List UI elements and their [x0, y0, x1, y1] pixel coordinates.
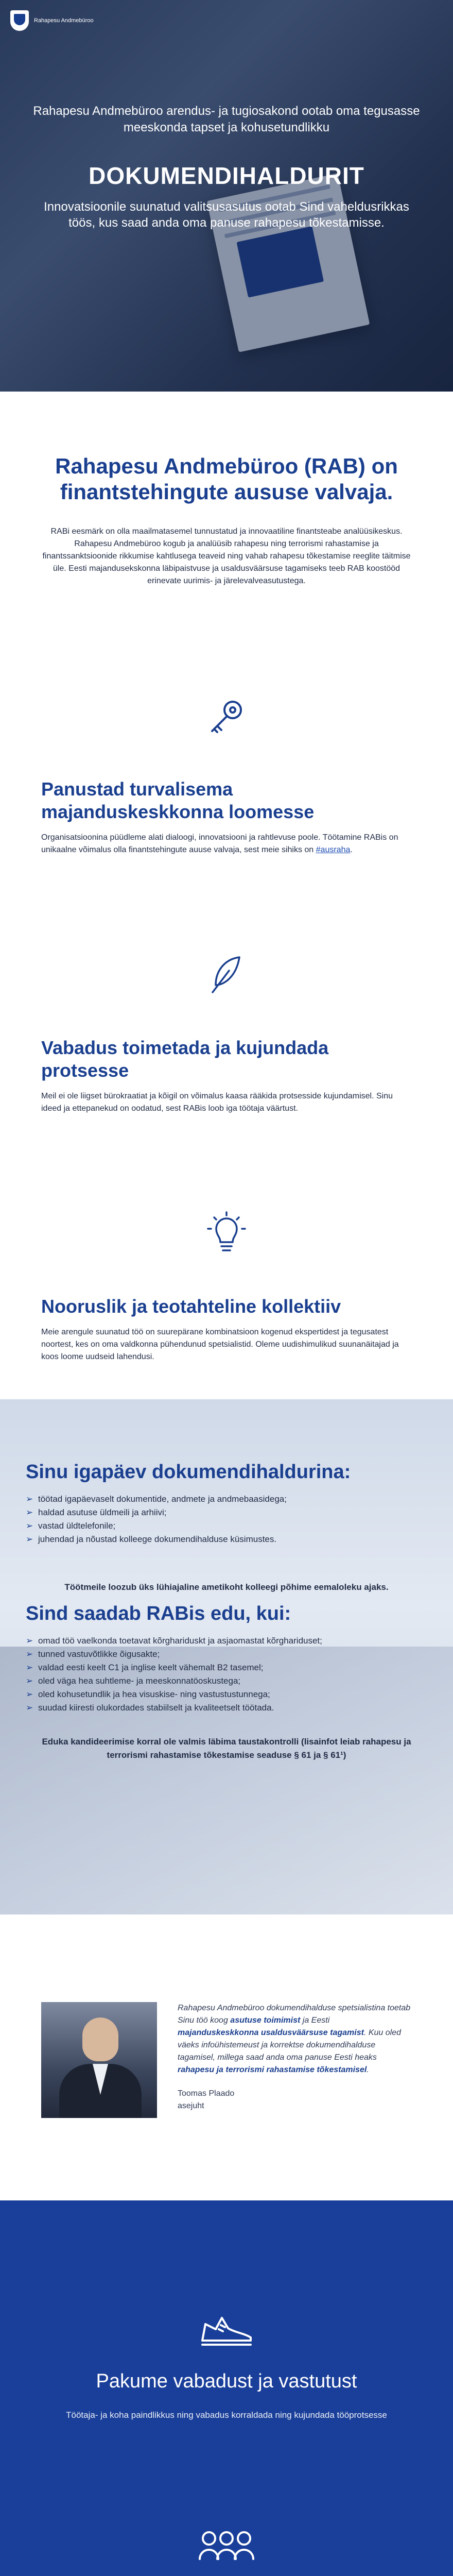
- duties-section: [0, 1399, 453, 1914]
- duties-title: Sinu igapäev dokumendihaldurina:: [26, 1461, 351, 1483]
- feature-title: Vabadus toimetada ja kujundada protsesse: [41, 1037, 329, 1081]
- benefit-text: Töötaja- ja koha paindlikkus ning vabadus korraldada ning kujundada tööprotsesse: [66, 2410, 387, 2420]
- key-icon: [206, 696, 247, 737]
- speaker-photo: [41, 2002, 157, 2118]
- lightbulb-icon: [206, 1210, 247, 1257]
- ausraha-link[interactable]: #ausraha: [316, 845, 351, 854]
- team-icon: [196, 2525, 257, 2566]
- list-item: ➢ tunned vastuvõtlikke õigusakte;: [26, 1648, 427, 1661]
- about-section: [0, 392, 453, 634]
- job-title: DOKUMENDIHALDURIT: [89, 162, 364, 189]
- signature-name: Toomas Plaado: [178, 2089, 235, 2098]
- benefit-title: Pakume vabadust ja vastutust: [96, 2370, 357, 2392]
- temporary-position-note: Töötmeile loozub üks lühiajaline ametikoht kolleegi põhime eemaloleku ajaks.: [64, 1582, 389, 1592]
- list-item: ➢ valdad eesti keelt C1 ja inglise keelt vähemalt B2 tasemel;: [26, 1661, 427, 1674]
- quote-section: [0, 1914, 453, 2200]
- feature-security: [0, 634, 453, 892]
- list-item: ➢ oled väga hea suhtleme- ja meeskonnatöoskustega;: [26, 1674, 427, 1688]
- list-item: ➢ juhendad ja nõustad kolleege dokumendihalduse küsimustes.: [26, 1533, 427, 1546]
- shoe-icon: [198, 2309, 255, 2350]
- about-title: Rahapesu Andmebüroo (RAB) on finantstehingute aususe valvaja.: [55, 454, 398, 504]
- quote-text: Rahapesu Andmebüroo dokumendihalduse spetsialistina toetab Sinu töö koog asutuse toimimist ja Eesti majanduskeskkonna usaldusväärsuse tagamist. Kuu oled väeks infoühistemeust ja korrektse dokumendihalduse tagamisel, millega saad anda oma panuse Eesti heaks rahapesu ja terrorismi rahastamise tõkestamisel.: [178, 2004, 411, 2074]
- organization-logo[interactable]: [10, 10, 94, 31]
- background-check-note: Edukа kandideerimise korral ole valmis läbima taustakontrolli (lisainfot leiab rahapesu ja terrorismi rahastamise tõkestamise seaduse § 61 ja § 61¹): [42, 1737, 411, 1760]
- list-item: ➢ vastad üldtelefonile;: [26, 1519, 427, 1533]
- requirements-title: Sind saadab RABis edu, kui:: [26, 1603, 291, 1624]
- list-item: ➢ töötad igapäevaselt dokumentide, andmete ja andmebaasidega;: [26, 1493, 427, 1506]
- hero-section: [0, 0, 453, 392]
- feature-text: Organisatsioonina püüdleme alati dialoogi, innovatsiooni ja rahtlevuse poole. Töötamine RABis on unikaalne võimalus olla finantstehingute auuse valvaja, sest meie sihiks on #ausraha.: [41, 833, 398, 854]
- feature-text: Meil ei ole liigset bürokraatiat ja kõigil on võimalus kaasa rääkida protsesside kujundamisel. Sinu ideed ja ettepanekud on oodatud, sest RABis loob iga töötaja väärtust.: [41, 1092, 393, 1113]
- list-item: ➢ haldad asutuse üldmeili ja arhiivi;: [26, 1506, 427, 1519]
- list-item: ➢ suudad kiiresti olukordades stabiilselt ja kvaliteetselt töötada.: [26, 1701, 427, 1715]
- feature-title: Nooruslik ja teotahteline kollektiiv: [41, 1296, 341, 1317]
- coat-of-arms-icon: [10, 10, 29, 31]
- about-text: RABi eesmärk on olla maailmatasemel tunnustatud ja innovaatiline finantsteabe analüüsikeskus. Rahapesu Andmebüroo kogub ja analüüsib rahapesu ning terrorismi rahastamise ja finantssanktsioonide rikkumise kahtlusega teaveid ning vahab rahapesu tõkestamise reeglite täitmise üle. Eesti majandusekskonna läbipaistvuse ja usaldusväärsuse tagamiseks teeb RAB koostööd erinevate uurimis- ja järelevalveasutustega.: [42, 527, 411, 585]
- duties-list: [26, 1493, 427, 1546]
- feather-icon: [208, 954, 245, 995]
- requirements-list: [26, 1634, 427, 1715]
- benefit-freedom: [41, 2298, 412, 2422]
- signature-role: asejuht: [178, 2102, 204, 2110]
- hero-intro: Rahapesu Andmebüroo arendus- ja tugiosakond ootab oma tegusasse meeskonda tapset ja kohusetundlikku: [33, 104, 420, 134]
- benefits-section: [0, 2200, 453, 2576]
- benefit-development: [41, 2515, 412, 2576]
- quote-signature: [178, 2088, 412, 2112]
- feature-team: [0, 1151, 453, 1399]
- logo-text: Rahapesu Andmebüroo: [34, 18, 94, 24]
- hero-subtitle: Innovatsioonile suunatud valitsusasutus ootab Sind vaheldusrikkas töös, kus saad anda oma panuse rahapesu tõkestamisse.: [44, 200, 409, 230]
- list-item: ➢ omad töö vaelkonda toetavat kõrghariduskt ja asjaomastat kõrghariduset;: [26, 1634, 427, 1648]
- list-item: ➢ oled kohusetundlik ja hea visuskise- ning vastustustunnega;: [26, 1688, 427, 1701]
- feature-freedom: [0, 892, 453, 1151]
- feature-text: Meie arengule suunatud töö on suurepärane kombinatsioon kogenud ekspertidest ja tegusatest noortest, kes on oma valdkonna pühendunud spetsialistid. Oleme uudishimulikud suunanäitajad ja koos loome uudseid lahendusi.: [41, 1328, 399, 1361]
- hero-content: [0, 103, 453, 231]
- feature-title: Panustad turvalisema majanduskeskkonna loomesse: [41, 778, 315, 822]
